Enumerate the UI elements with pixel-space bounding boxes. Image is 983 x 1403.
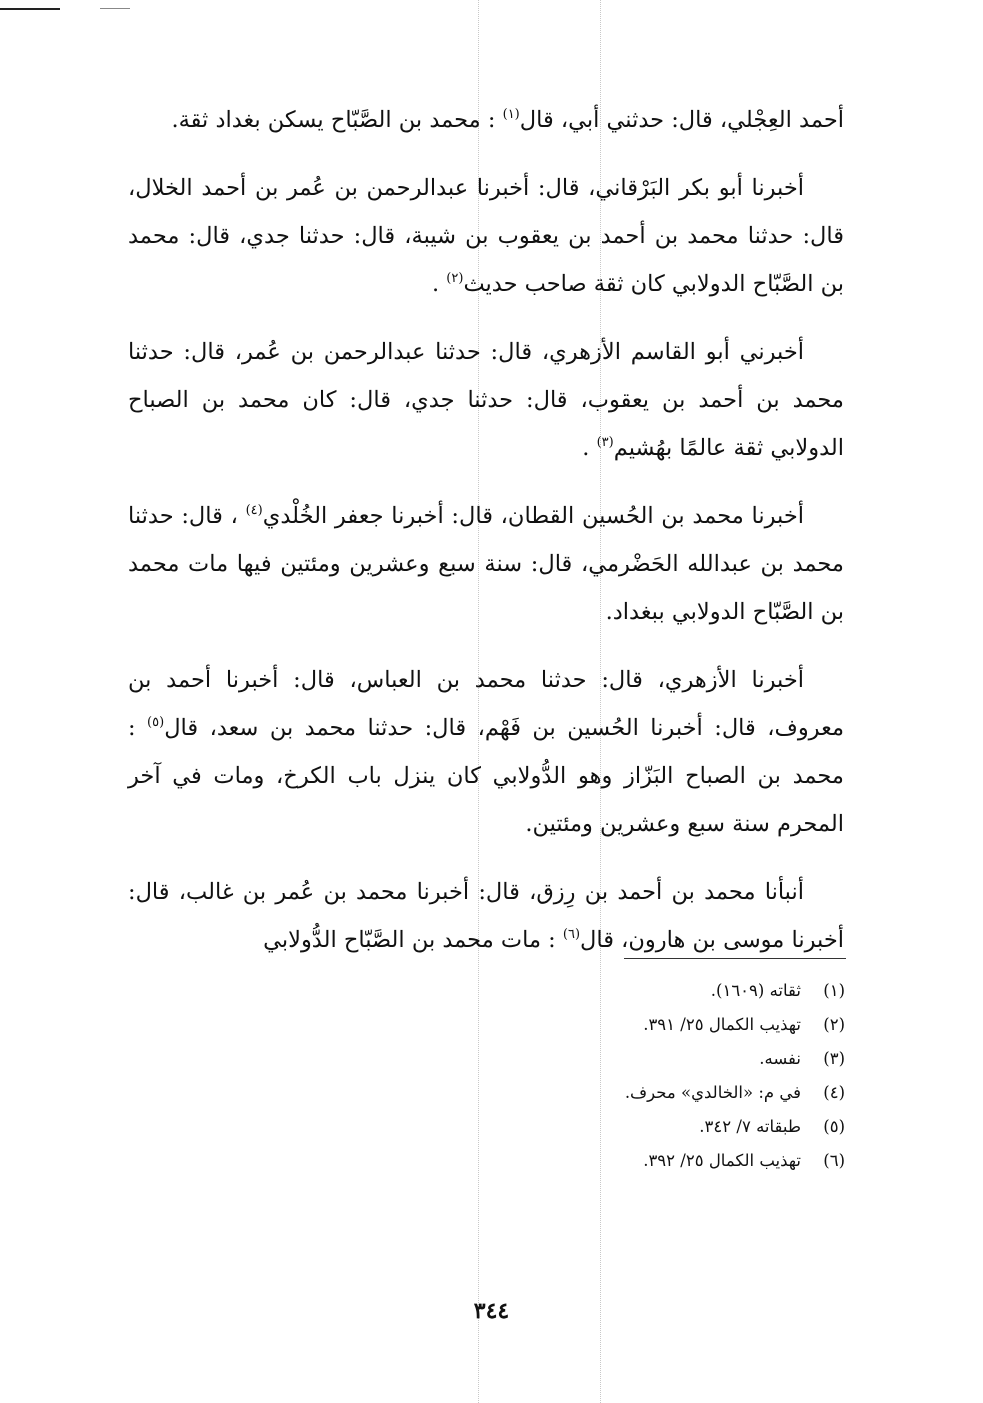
footnote-ref: (٣): [596, 435, 614, 450]
paragraph-4: [128, 492, 844, 636]
footnote-number: (٢): [823, 1015, 845, 1034]
scan-edge-mark: [100, 8, 130, 9]
paragraph-6: [128, 868, 844, 964]
paragraph-5: [128, 656, 844, 848]
footnote-ref: (٤): [245, 503, 263, 518]
footnote-text: في م: «الخالدي» محرف.: [624, 1083, 801, 1102]
footnote-item: [445, 1144, 845, 1178]
paragraph-text: .: [431, 271, 447, 297]
footnote-ref: (٦): [562, 927, 581, 942]
paragraph-1: [128, 96, 844, 144]
paragraph-text: أنبأنا محمد بن أحمد بن رِزق، قال: أخبرنا محمد بن عُمر بن غالب، قال: أخبرنا موسى بن هارون، قال: [128, 879, 844, 953]
footnote-text: نفسه.: [759, 1049, 801, 1068]
footnote-text: طبقاته ٧/ ٣٤٢.: [699, 1117, 801, 1136]
footnote-number: (٦): [823, 1151, 845, 1170]
paragraph-text: .: [582, 435, 597, 461]
footnote-separator: [624, 958, 846, 959]
footnote-number: (٣): [823, 1049, 845, 1068]
footnote-number: (٥): [823, 1117, 845, 1136]
paragraph-text: : مات محمد بن الصَّبّاح الدُّولابي: [263, 927, 563, 953]
paragraph-3: [128, 328, 844, 472]
paragraph-text: : محمد بن الصَّبّاح يسكن بغداد ثقة.: [171, 107, 503, 133]
footnote-number: (١): [823, 981, 845, 1000]
footnote-text: تهذيب الكمال ٢٥/ ٣٩١.: [643, 1015, 801, 1034]
paragraph-text: أخبرنا محمد بن الحُسين القطان، قال: أخبرنا جعفر الخُلْدي: [262, 503, 804, 529]
footnote-ref: (١): [502, 107, 520, 122]
footnote-item: [445, 974, 845, 1008]
paragraph-text: ، قال: حدثنا محمد بن عبدالله الحَضْرمي، قال: سنة سبع وعشرين ومئتين فيها مات محمد بن الصَّبّاح الدولابي ببغداد.: [128, 503, 844, 625]
footnotes: [445, 974, 845, 1178]
footnote-ref: (٥): [147, 715, 165, 730]
paragraph-text: أخبرني أبو القاسم الأزهري، قال: حدثنا عبدالرحمن بن عُمر، قال: حدثنا محمد بن أحمد بن يعقوب، قال: حدثنا جدي، قال: كان محمد بن الصباح الدولابي ثقة عالمًا بهُشيم: [128, 339, 844, 461]
scan-edge-mark: [0, 8, 60, 10]
page-number: ٣٤٤: [473, 1298, 510, 1324]
footnote-number: (٤): [823, 1083, 845, 1102]
footnote-item: [445, 1008, 845, 1042]
footnote-item: [445, 1076, 845, 1110]
paragraph-text: أحمد العِجْلي، قال: حدثني أبي، قال: [519, 107, 844, 133]
footnote-text: ثقاته (١٦٠٩).: [710, 981, 801, 1000]
paragraph-text: أخبرنا الأزهري، قال: حدثنا محمد بن العباس، قال: أخبرنا أحمد بن معروف، قال: أخبرنا الحُسين بن فَهْم، قال: حدثنا محمد بن سعد، قال: [128, 667, 845, 741]
footnote-ref: (٢): [446, 271, 464, 286]
footnote-text: تهذيب الكمال ٢٥/ ٣٩٢.: [643, 1151, 801, 1170]
footnote-item: [445, 1110, 845, 1144]
paragraph-text: : محمد بن الصباح البَزّاز وهو الدُّولابي كان ينزل باب الكرخ، ومات في آخر المحرم سنة سبع وعشرين ومئتين.: [128, 715, 844, 837]
footnote-item: [445, 1042, 845, 1076]
paragraph-text: أخبرنا أبو بكر البَرْقاني، قال: أخبرنا عبدالرحمن بن عُمر بن أحمد الخلال، قال: حدثنا محمد بن أحمد بن يعقوب بن شيبة، قال: حدثنا جدي، قال: محمد بن الصَّبّاح الدولابي كان ثقة صاحب حديث: [128, 175, 844, 297]
paragraph-2: [128, 164, 844, 308]
main-text: [128, 96, 844, 984]
